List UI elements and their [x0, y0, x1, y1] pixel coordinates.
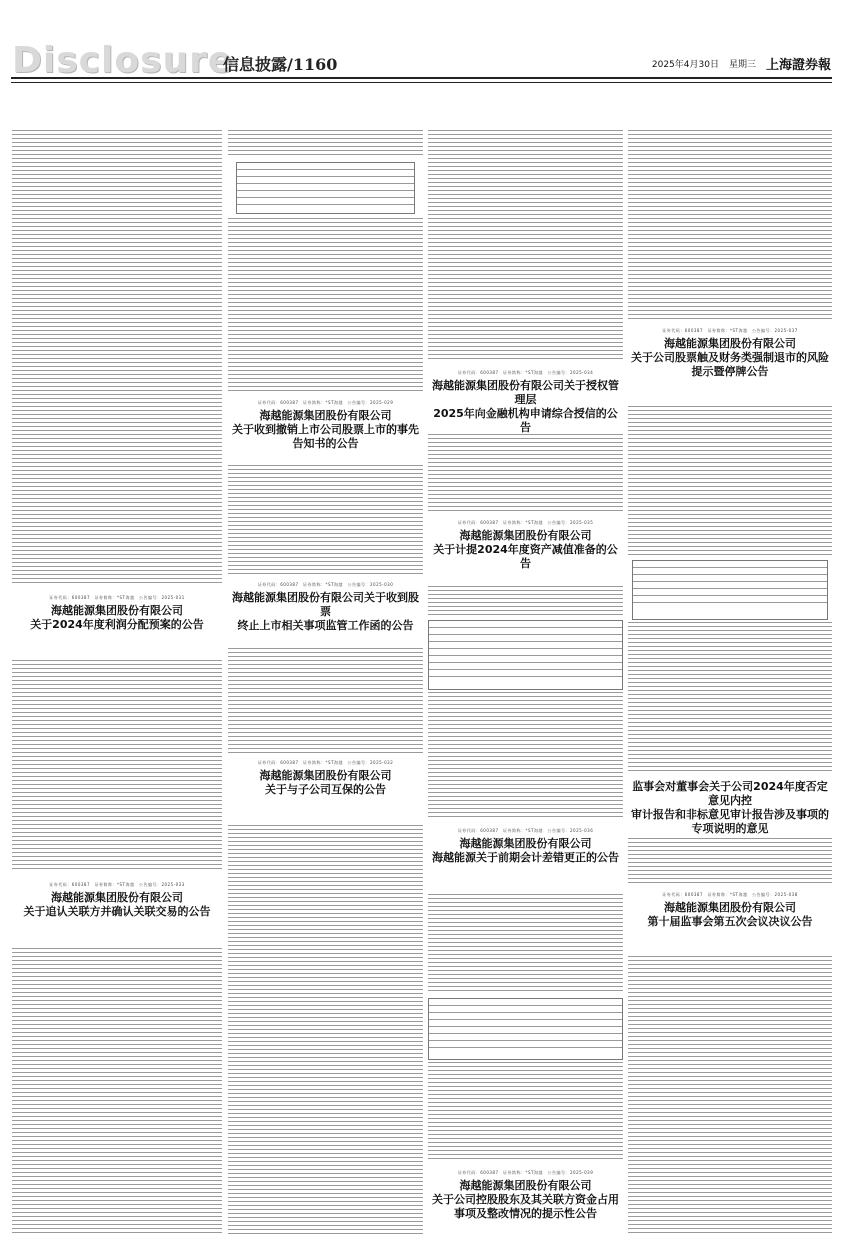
body-text	[428, 894, 623, 994]
announcement-subtitle: 2025年向金融机构申请综合授信的公告	[433, 407, 618, 434]
announcement-block	[628, 892, 832, 950]
announcement-block	[428, 370, 623, 434]
header-rule-thin	[11, 82, 832, 83]
announcement-code: 证券代码：600387 证券简称：*ST海越 公告编号：2025-039	[457, 1170, 594, 1175]
body-text	[628, 838, 832, 886]
announcement-block	[428, 1170, 623, 1235]
brand-wordmark: Disclosure	[12, 40, 234, 81]
announcement-code: 证券代码：600387 证券简称：*ST海越 公告编号：2025-030	[257, 582, 394, 587]
announcement-block	[12, 882, 222, 942]
announcement-code: 证券代码：600387 证券简称：*ST海越 公告编号：2025-033	[49, 882, 185, 887]
body-text	[228, 648, 423, 753]
announcement-block	[628, 328, 832, 400]
announcement-subtitle: 关于与子公司互保的公告	[265, 783, 386, 796]
body-text	[228, 825, 423, 1235]
issue-weekday: 星期三	[728, 60, 756, 70]
announcement-title: 监事会对董事会关于公司2024年度否定意见内控	[632, 780, 828, 807]
announcement-block	[12, 595, 222, 655]
section-name: 信息披露	[223, 55, 288, 74]
data-table	[236, 162, 415, 214]
body-text	[228, 130, 423, 158]
body-text	[628, 622, 832, 772]
announcement-code: 证券代码：600387 证券简称：*ST海越 公告编号：2025-037	[662, 328, 798, 333]
announcement-title: 海越能源集团股份有限公司	[51, 604, 183, 617]
announcement-code: 证券代码：600387 证券简称：*ST海越 公告编号：2025-036	[457, 828, 594, 833]
announcement-title: 海越能源集团股份有限公司	[459, 529, 592, 542]
announcement-subtitle: 关于计提2024年度资产减值准备的公告	[433, 543, 618, 570]
announcement-block	[228, 400, 423, 460]
body-text	[12, 948, 222, 1235]
announcement-title: 海越能源集团股份有限公司关于授权管理层	[432, 379, 619, 406]
announcement-code: 证券代码：600387 证券简称：*ST海越 公告编号：2025-031	[49, 595, 185, 600]
data-table	[428, 998, 623, 1060]
announcement-code: 证券代码：600387 证券简称：*ST海越 公告编号：2025-034	[457, 370, 594, 375]
announcement-code: 证券代码：600387 证券简称：*ST海越 公告编号：2025-035	[457, 520, 594, 525]
page-number: /1160	[287, 55, 338, 74]
announcement-subtitle: 关于2024年度利润分配预案的公告	[30, 618, 204, 631]
announcement-subtitle: 关于公司控股股东及其关联方资金占用事项及整改情况的提示性公告	[432, 1193, 619, 1220]
announcement-block	[428, 828, 623, 888]
column-4	[628, 130, 832, 1235]
body-text	[12, 660, 222, 870]
announcement-title: 海越能源集团股份有限公司	[459, 1179, 592, 1192]
announcement-code: 证券代码：600387 证券简称：*ST海越 公告编号：2025-029	[257, 400, 394, 405]
issue-meta	[652, 54, 831, 73]
announcement-title: 海越能源集团股份有限公司	[259, 769, 392, 782]
announcement-block	[228, 582, 423, 642]
announcement-title: 海越能源集团股份有限公司	[664, 337, 796, 350]
announcement-subtitle: 第十届监事会第五次会议决议公告	[647, 915, 813, 928]
announcement-subtitle: 审计报告和非标意见审计报告涉及事项的专项说明的意见	[631, 808, 829, 835]
announcement-block	[428, 520, 623, 580]
body-text	[428, 586, 623, 616]
column-1	[12, 130, 222, 1235]
announcement-title: 海越能源集团股份有限公司	[664, 901, 796, 914]
data-table	[428, 620, 623, 690]
announcement-subtitle: 终止上市相关事项监管工作函的公告	[237, 619, 414, 632]
body-text	[428, 130, 623, 362]
announcement-code: 证券代码：600387 证券简称：*ST海越 公告编号：2025-038	[662, 892, 798, 897]
body-text	[428, 434, 623, 514]
announcement-subtitle: 海越能源关于前期会计差错更正的公告	[432, 851, 619, 864]
announcement-block	[628, 780, 832, 835]
announcement-title: 海越能源集团股份有限公司	[51, 891, 183, 904]
body-text	[428, 692, 623, 820]
announcement-title: 海越能源集团股份有限公司	[459, 837, 592, 850]
body-text	[228, 465, 423, 575]
header-rule	[11, 77, 832, 79]
announcement-title: 海越能源集团股份有限公司	[259, 409, 392, 422]
column-2	[228, 130, 423, 1235]
body-text	[228, 218, 423, 393]
announcement-subtitle: 关于公司股票触及财务类强制退市的风险提示暨停牌公告	[631, 351, 829, 378]
issue-date: 2025年4月30日	[651, 60, 719, 70]
body-text	[628, 130, 832, 320]
column-3	[428, 130, 623, 1235]
section-title	[223, 52, 337, 75]
body-text	[12, 130, 222, 585]
announcement-title: 海越能源集团股份有限公司关于收到股票	[232, 591, 419, 618]
body-text	[628, 406, 832, 556]
announcement-block	[228, 760, 423, 818]
body-text	[428, 1062, 623, 1162]
body-text	[628, 956, 832, 1235]
announcement-code: 证券代码：600387 证券简称：*ST海越 公告编号：2025-032	[257, 760, 394, 765]
data-table	[632, 560, 828, 620]
announcement-subtitle: 关于收到撤销上市公司股票上市的事先告知书的公告	[232, 423, 419, 450]
page-header	[0, 0, 843, 100]
newspaper-name: 上海證券報	[765, 58, 831, 73]
announcement-subtitle: 关于追认关联方并确认关联交易的公告	[23, 905, 211, 918]
